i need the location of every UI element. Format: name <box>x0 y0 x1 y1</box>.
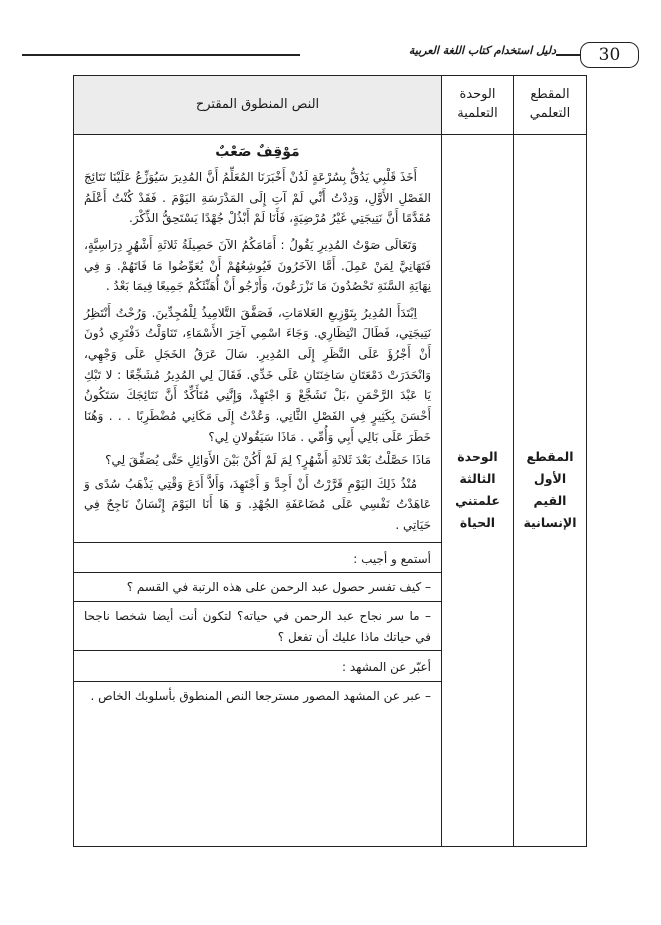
segment-value-text: المقطع الأول القيم الإنسانية <box>523 449 577 530</box>
header-unit-column: الوحدة التعلمية <box>457 87 498 121</box>
express-heading: أعبّر عن المشهد : <box>342 660 431 675</box>
section-divider <box>74 650 441 651</box>
section-divider <box>74 601 441 602</box>
question-item: – كيف تفسر حصول عبد الرحمن على هذه الرتبة في القسم ؟ <box>126 580 431 595</box>
section-divider <box>74 681 441 682</box>
header-segment-column: المقطع التعلمي <box>529 87 571 121</box>
book-title: دليل استخدام كتاب اللغة العربية <box>300 44 556 57</box>
lesson-table <box>73 75 587 847</box>
story-paragraph: أَخَذَ قَلْبِي يَدُقُّ بِسُرْعَةٍ لَدُنْ أَخْبَرَنَا المُعَلِّمُ أَنَّ المُدِيرَ سَيُوَزِّعُ عَلَيْنَا نَتَائِجَ الفَصْلِ الأَوَّلِ، وَدِدْتُ أَنِّي لَمْ آتِ إِلَى المَدْرَسَةِ اليَوْمَ . فَقَدْ كُنْتُ أَعْلَمُ مُقَدَّمًا أَنَّ نَتِيجَتِي غَيْرُ مُرْضِيَةٍ، فَأَنَا لَمْ أَبْذُلْ جُهْدًا يَسْتَحِقُّ الذِّكْرَ. <box>84 170 431 226</box>
section-divider <box>74 542 441 543</box>
header-text-column: النص المنطوق المقترح <box>74 76 441 134</box>
story-paragraph: وَتَعَالَى صَوْتُ المُدِيرِ يَقُولُ : أَمَامَكُمُ الآنَ حَصِيلَةُ ثَلاثَةِ أَشْهُرٍ دِرَاسِيَّةٍ، فَتَهَانِيَّ لِمَنْ عَمِلَ. أَمَّا الآخَرُونَ فَيُوشِعُهُمْ أَنْ يُعَوِّضُوا مَا فَاتَهُمْ. وَ فِي نِهَايَةِ السَّنَةِ تَحْصُدُونَ مَا تَزْرَعُونَ، وَأَرْجُو أَنْ أُهَنِّئَكُمْ جَمِيعًا فِيمَا بَعْدُ . <box>84 237 431 294</box>
express-item: – عبر عن المشهد المصور مسترجعا النص المنطوق بأسلوبك الخاص . <box>90 688 431 703</box>
page-number: 30 <box>580 42 639 68</box>
proposed-spoken-text <box>74 134 441 846</box>
unit-value-text: الوحدة الثالثة علمتني الحياة <box>455 449 500 530</box>
story-title: مَوْقِفٌ صَعْبٌ <box>215 144 300 160</box>
listen-heading: أستمع و أجيب : <box>353 551 431 566</box>
segment-value <box>514 134 586 846</box>
question-item: – ما سر نجاح عبد الرحمن في حياته؟ لتكون أنت أيضا شخصا ناجحا في حياتك ماذا عليك أن تفعل ؟ <box>84 608 431 644</box>
story-paragraph: اِبْتَدَأَ المُدِيرُ بِتَوْزِيعِ العَلامَاتِ، فَصَفَّقَ التَّلامِيذُ لِلْمُجِدِّينَ. وَرُحْتُ أَنْتَظِرُ نَتِيجَتِي، فَطَالَ انْتِظَارِي. وَجَاءَ اسْمِي آخِرَ الأَسْمَاءِ، تَنَاوَلْتُ دَفْتَرِي دُونَ أَنْ أَجْرُؤَ عَلَى النَّظَرِ إِلَى المُدِيرِ. سَالَ عَرَقُ الخَجَلِ عَلَى وَجْهِي، وَانْحَدَرَتْ دَمْعَتَانِ سَاخِنَتَانِ عَلَى خَدِّي. فَقَالَ لِي المُدِيرُ مُشَجِّعًا : لا تَبْكِ يَا عَبْدَ الرَّحْمَنِ ،بَلْ تَشَجَّعْ وَ اجْتَهِدْ، وَإِنَّنِي مُتَأَكِّدٌ أَنَّ نَتَائِجَكَ سَتَكُونُ أَحْسَنَ بِكَثِيرٍ فِي الفَصْلِ الثَّانِي. وَعُدْتُ إِلَى مَكَانِي مُضْطَرِبًا . . . وَهُنَا خَطَرَ عَلَى بَالِي أَبِي وَأُمِّي . مَاذَا سَيَقُولانِ لِي؟ <box>84 305 431 444</box>
story-paragraph: مُنْذُ ذَلِكَ اليَوْمِ قَرَّرْتُ أَنْ أَجِدَّ وَ أَجْتَهِدَ، وَأَلاَّ أَدَعَ وَقْتِي يَذْهَبُ سُدًى وَ عَاهَدْتُ نَفْسِي عَلَى مُضَاعَفَةِ الجُهْدِ. وَ هَا أَنَا اليَوْمَ إِنْسَانٌ نَاجِحٌ فِي حَيَاتِي . <box>84 476 431 533</box>
story-paragraph: مَاذَا حَصَّلْتُ بَعْدَ ثَلاثَةِ أَشْهُرٍ؟ لِمَ لَمْ أَكُنْ بَيْنَ الأَوَائِلِ حَتَّى يُصَفِّقَ لِي؟ <box>105 453 431 468</box>
section-divider <box>74 572 441 573</box>
unit-value <box>442 134 513 846</box>
